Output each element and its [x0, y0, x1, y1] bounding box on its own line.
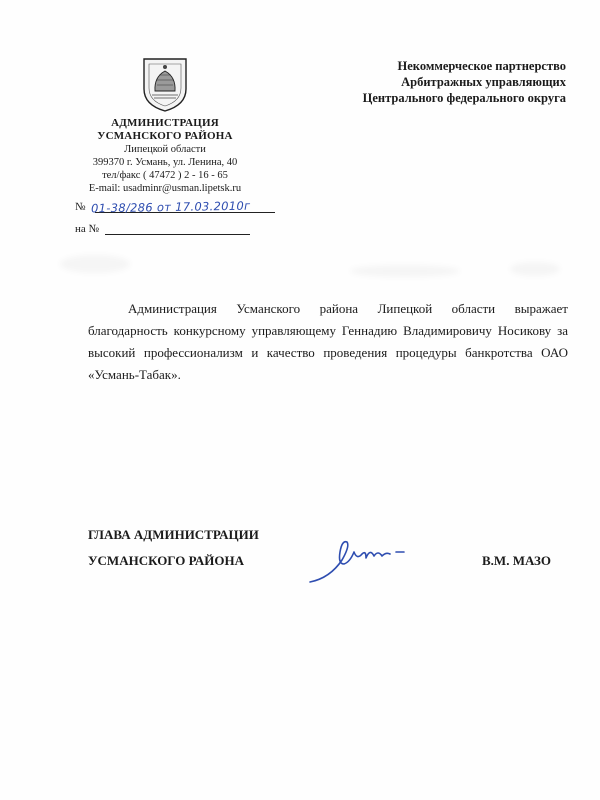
org-email: E-mail: usadminr@usman.lipetsk.ru [88, 183, 242, 194]
coat-of-arms-icon [140, 55, 190, 113]
scan-artifact [510, 262, 560, 276]
letterhead [60, 55, 270, 195]
handwritten-signature [300, 530, 430, 590]
scan-artifact [350, 265, 460, 277]
outgoing-number-row [75, 197, 275, 217]
org-region: Липецкой области [124, 144, 206, 155]
reply-number-row [75, 219, 275, 239]
org-name-line1: АДМИНИСТРАЦИЯ [111, 117, 219, 129]
signatory-title [88, 522, 259, 574]
number-label: № [75, 201, 86, 213]
org-name-line2: УСМАНСКОГО РАЙОНА [97, 130, 233, 142]
signatory-title-line1: ГЛАВА АДМИНИСТРАЦИИ [88, 527, 259, 542]
recipient-block [306, 58, 566, 106]
scan-artifact [60, 255, 130, 273]
reference-block [75, 197, 275, 239]
letter-body [88, 298, 568, 386]
signatory-title-line2: УСМАНСКОГО РАЙОНА [88, 553, 244, 568]
org-phone: тел/факс ( 47472 ) 2 - 16 - 65 [102, 170, 228, 181]
recipient-line1: Некоммерческое партнерство [397, 59, 566, 73]
signatory-name: В.М. МАЗО [482, 553, 551, 568]
org-address: 399370 г. Усмань, ул. Ленина, 40 [92, 157, 238, 168]
recipient-line2: Арбитражных управляющих [401, 75, 566, 89]
reply-label: на № [75, 223, 100, 235]
reply-underline [105, 234, 250, 235]
body-paragraph: Администрация Усманского района Липецкой области выражает благодарность конкурсному управляющему Геннадию Владимировичу Носикову за высокий профессионализм и качество проведения процедуры банкротства ОАО «Усмань-Табак». [88, 301, 568, 382]
recipient-line3: Центрального федерального округа [362, 91, 566, 105]
handwritten-number: 01-38/286 от 17.03.2010г [90, 198, 251, 216]
